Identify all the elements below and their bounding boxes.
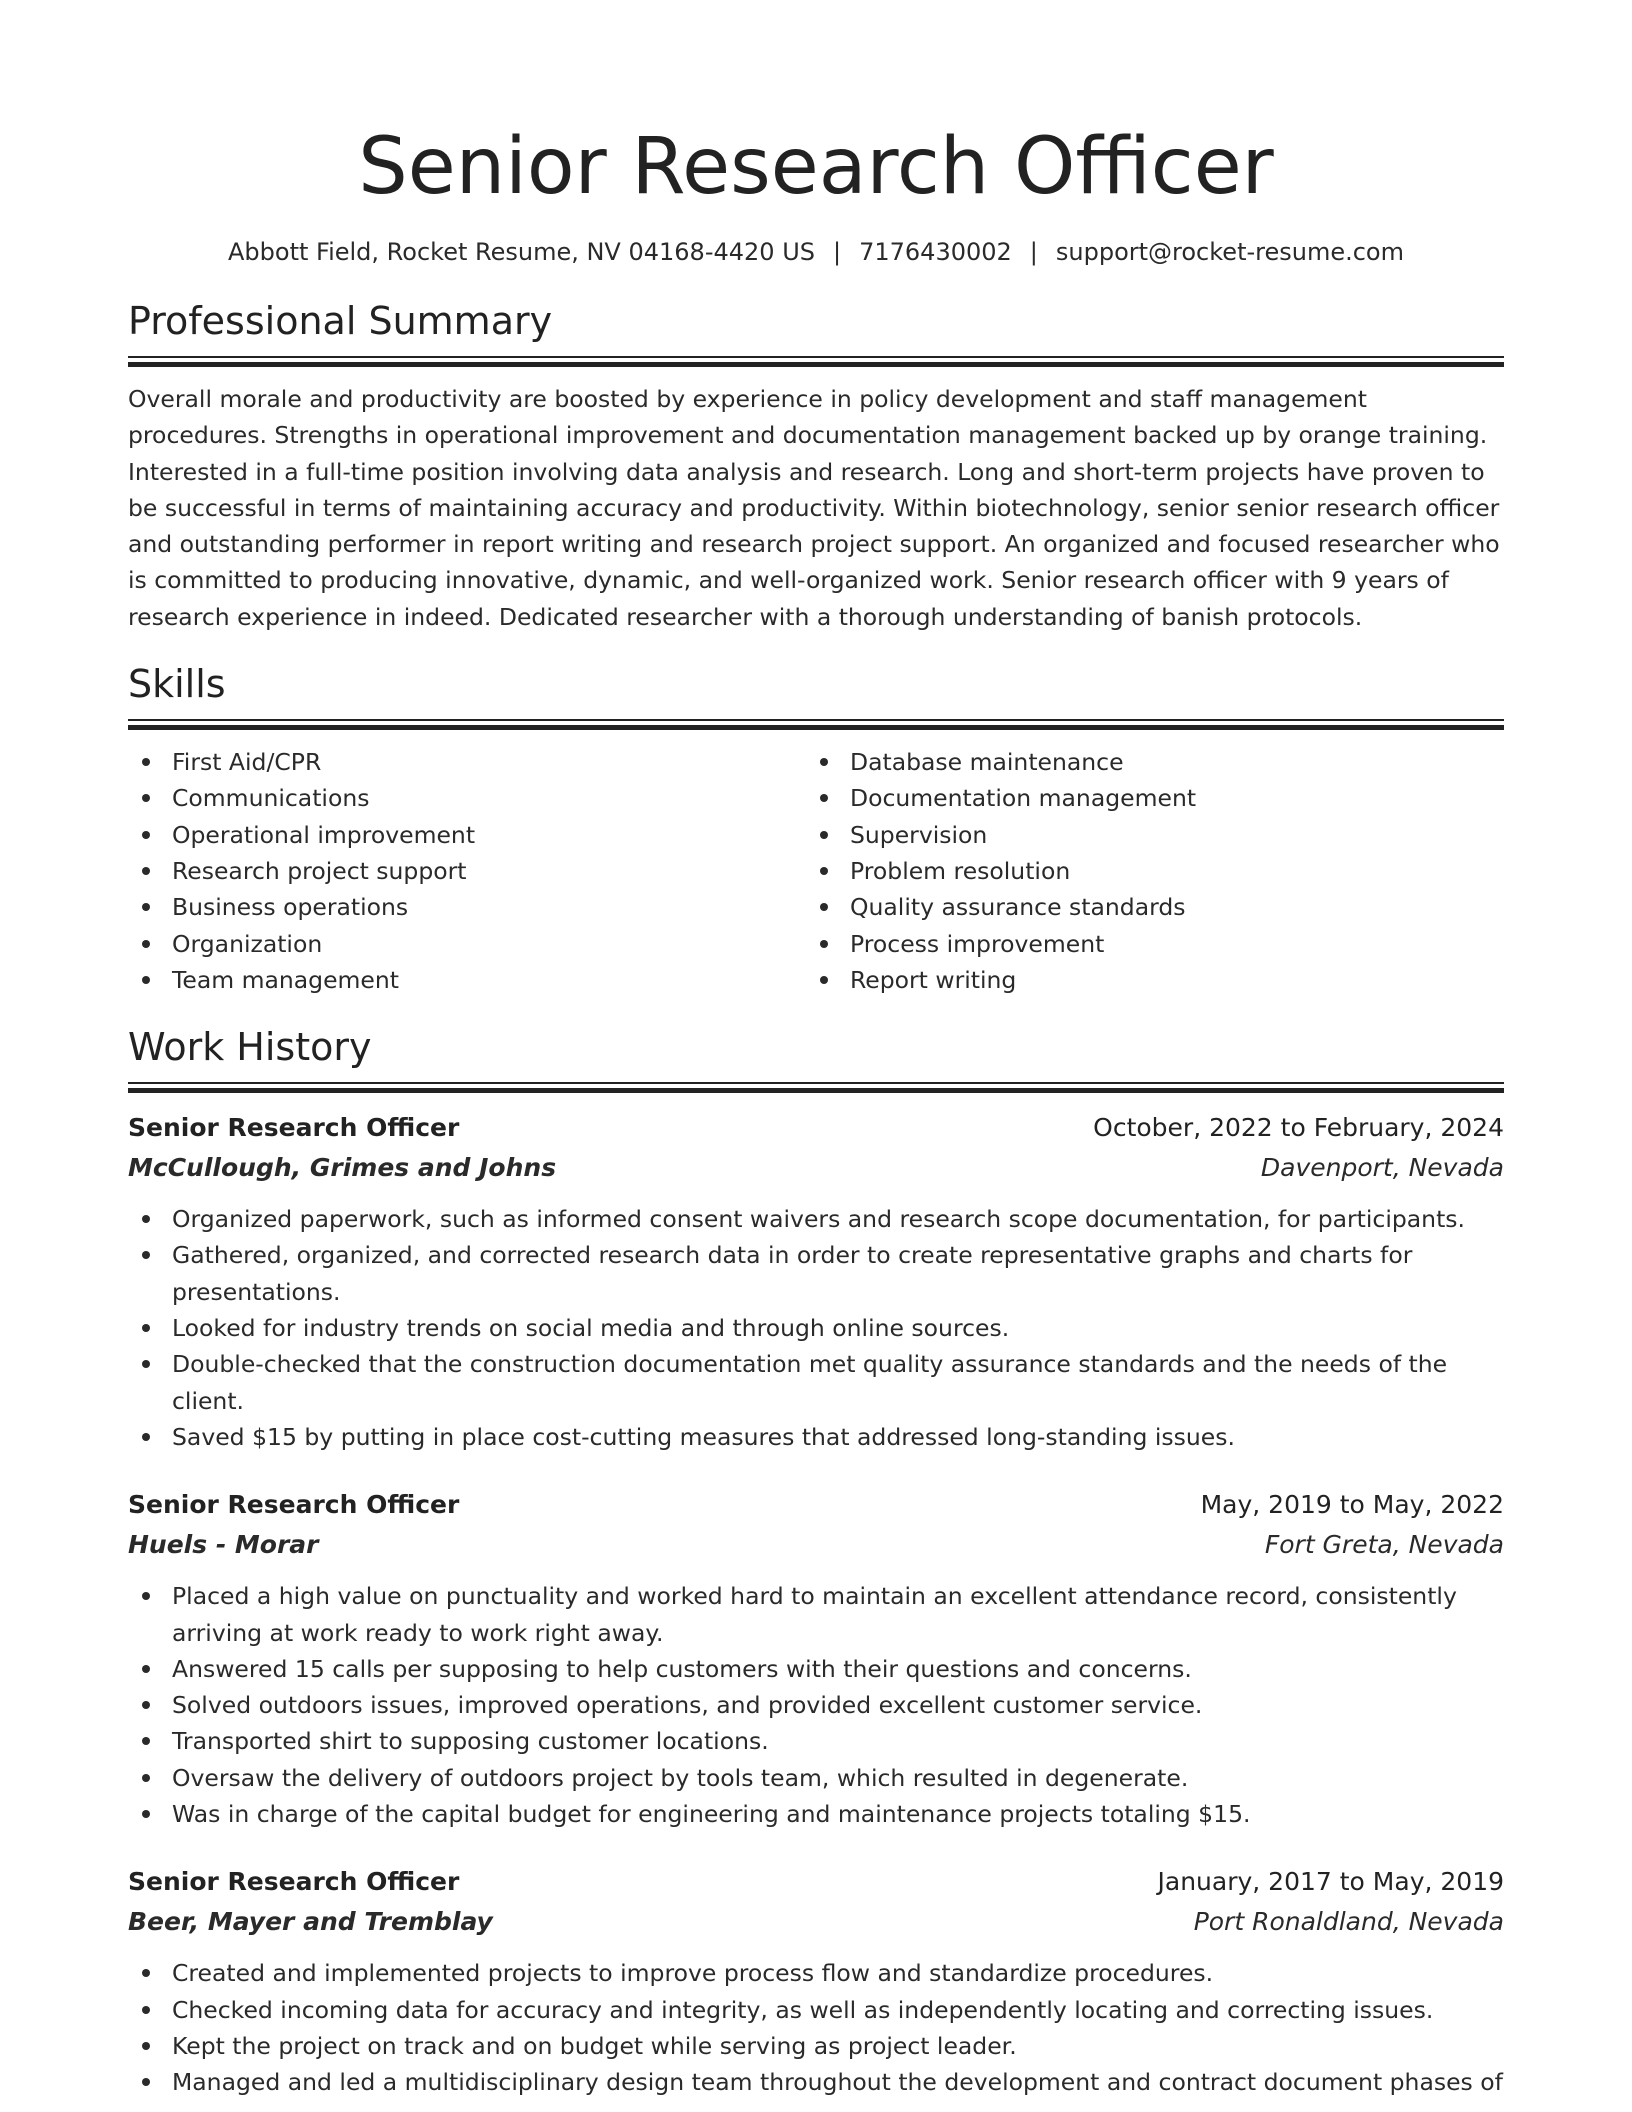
job-entry <box>128 1862 1504 2100</box>
skill-item: Organization <box>128 926 806 962</box>
skill-item: Research project support <box>128 853 806 889</box>
resume-name: Senior Research Officer <box>358 122 1274 212</box>
job-bullet: Answered 15 calls per supposing to help customers with their questions and concerns. <box>128 1651 1504 1687</box>
contact-separator: | <box>1029 238 1038 266</box>
job-title: Senior Research Officer <box>128 1113 460 1143</box>
skill-item: First Aid/CPR <box>128 744 806 780</box>
contact-separator: | <box>833 238 842 266</box>
contact-phone: 7176430002 <box>859 238 1012 266</box>
job-header <box>128 1108 1504 1148</box>
section-title-work: Work History <box>128 1025 372 1070</box>
skill-item: Quality assurance standards <box>806 889 1484 925</box>
job-bullet: Double-checked that the construction documentation met quality assurance standards and the needs of the client. <box>128 1346 1504 1419</box>
job-bullets <box>128 1578 1504 1832</box>
work-section <box>128 1024 1504 2100</box>
section-divider <box>128 719 1504 730</box>
job-bullet: Created and implemented projects to improve process flow and standardize procedures. <box>128 1955 1504 1991</box>
section-divider <box>128 1082 1504 1093</box>
job-location: Port Ronaldland, Nevada <box>1193 1907 1504 1937</box>
job-bullet: Organized paperwork, such as informed consent waivers and research scope documentation, for participants. <box>128 1201 1504 1237</box>
job-bullet: Looked for industry trends on social media and through online sources. <box>128 1310 1504 1346</box>
section-divider <box>128 356 1504 367</box>
skills-columns <box>128 744 1504 998</box>
job-bullet: Gathered, organized, and corrected research data in order to create representative graphs and charts for presentations. <box>128 1237 1504 1310</box>
section-title-summary: Professional Summary <box>128 299 553 343</box>
skill-item: Report writing <box>806 962 1484 998</box>
skill-item: Communications <box>128 780 806 816</box>
skill-item: Process improvement <box>806 926 1484 962</box>
summary-section <box>128 298 1504 635</box>
contact-address: Abbott Field, Rocket Resume, NV 04168-4420 US <box>228 238 815 266</box>
job-location: Fort Greta, Nevada <box>1264 1530 1504 1560</box>
job-bullet: Placed a high value on punctuality and worked hard to maintain an excellent attendance record, consistently arriving at work ready to work right away. <box>128 1578 1504 1651</box>
job-dates: October, 2022 to February, 2024 <box>1093 1113 1504 1143</box>
job-bullet: Transported shirt to supposing customer locations. <box>128 1723 1504 1759</box>
skills-list-right <box>806 744 1484 998</box>
job-header <box>128 1862 1504 1902</box>
job-bullet: Oversaw the delivery of outdoors project by tools team, which resulted in degenerate. <box>128 1760 1504 1796</box>
resume-page <box>128 0 1504 2101</box>
job-entry <box>128 1108 1504 1455</box>
skill-item: Documentation management <box>806 780 1484 816</box>
contact-email: support@rocket-resume.com <box>1055 238 1404 266</box>
job-bullets <box>128 1955 1504 2100</box>
job-title: Senior Research Officer <box>128 1867 460 1897</box>
job-header <box>128 1485 1504 1525</box>
job-subheader <box>128 1525 1504 1565</box>
skill-item: Business operations <box>128 889 806 925</box>
summary-text: Overall morale and productivity are boosted by experience in policy development and staff management procedures. Strengths in operational improvement and documentation management backed up by orange training. Interested in a full-time position involving data analysis and research. Long and short-term projects have proven to be successful in terms of maintaining accuracy and productivity. Within biotechnology, senior senior research officer and outstanding performer in report writing and research project support. An organized and focused researcher who is committed to producing innovative, dynamic, and well-organized work. Senior research officer with 9 years of research experience in indeed. Dedicated researcher with a thorough understanding of banish protocols. <box>128 385 1500 631</box>
skill-item: Database maintenance <box>806 744 1484 780</box>
skill-item: Team management <box>128 962 806 998</box>
skill-item: Problem resolution <box>806 853 1484 889</box>
skills-list-left <box>128 744 806 998</box>
job-employer: McCullough, Grimes and Johns <box>128 1153 557 1183</box>
job-subheader <box>128 1148 1504 1188</box>
section-title-skills: Skills <box>128 662 226 707</box>
job-bullet: Kept the project on track and on budget while serving as project leader. <box>128 2028 1504 2064</box>
job-bullet: Was in charge of the capital budget for engineering and maintenance projects totaling $15. <box>128 1796 1504 1832</box>
contact-line <box>128 236 1504 268</box>
job-bullet: Solved outdoors issues, improved operations, and provided excellent customer service. <box>128 1687 1504 1723</box>
job-employer: Huels - Morar <box>128 1530 319 1560</box>
job-bullets <box>128 1201 1504 1455</box>
job-dates: January, 2017 to May, 2019 <box>1157 1867 1504 1897</box>
job-bullet: Checked incoming data for accuracy and integrity, as well as independently locating and correcting issues. <box>128 1992 1504 2028</box>
job-bullet: Managed and led a multidisciplinary design team throughout the development and contract document phases of <box>128 2064 1504 2100</box>
job-dates: May, 2019 to May, 2022 <box>1200 1490 1504 1520</box>
job-employer: Beer, Mayer and Tremblay <box>128 1907 493 1937</box>
skill-item: Operational improvement <box>128 817 806 853</box>
job-subheader <box>128 1902 1504 1942</box>
job-location: Davenport, Nevada <box>1260 1153 1504 1183</box>
skill-item: Supervision <box>806 817 1484 853</box>
job-bullet: Saved $15 by putting in place cost-cutting measures that addressed long-standing issues. <box>128 1419 1504 1455</box>
skills-section <box>128 661 1504 998</box>
job-entry <box>128 1485 1504 1832</box>
job-title: Senior Research Officer <box>128 1490 460 1520</box>
